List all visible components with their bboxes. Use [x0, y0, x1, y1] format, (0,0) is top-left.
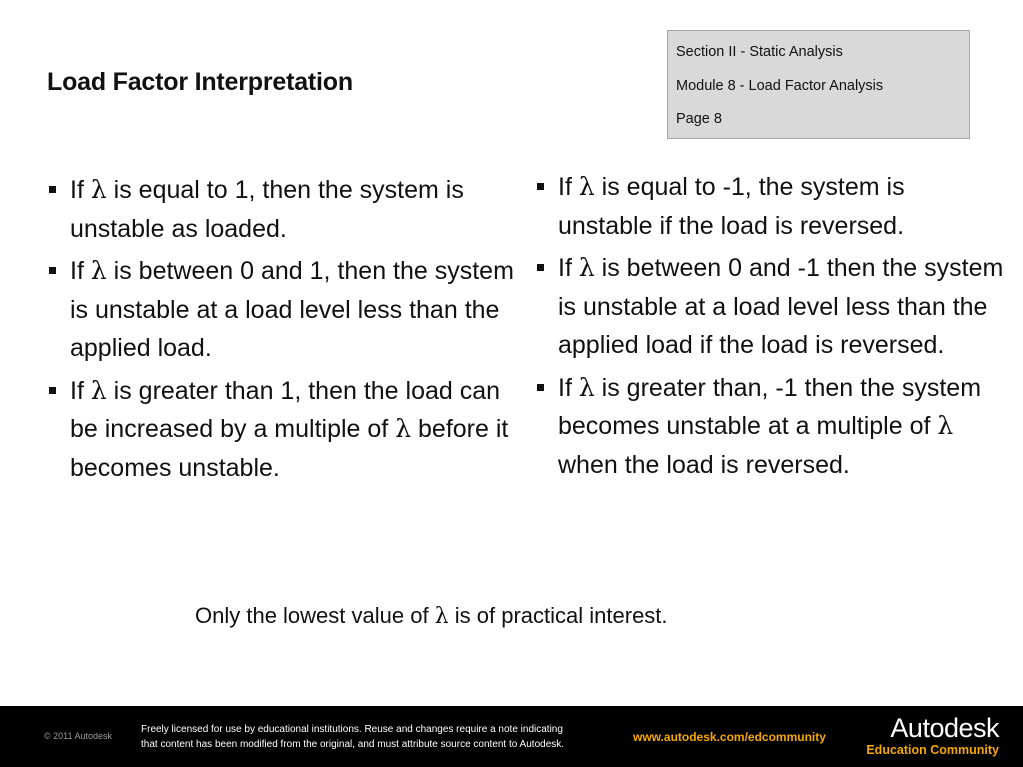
- footer-bar: [0, 706, 1023, 767]
- edcommunity-link[interactable]: www.autodesk.com/edcommunity: [633, 730, 826, 744]
- bullet-item: [48, 171, 518, 248]
- lambda-symbol: λ: [937, 411, 954, 440]
- license-line: Freely licensed for use by educational institutions. Reuse and changes require a note indicating: [141, 724, 563, 735]
- copyright-text: © 2011 Autodesk: [44, 731, 113, 741]
- left-bullet-list: [48, 171, 518, 491]
- square-bullet-icon: [537, 384, 544, 391]
- lambda-symbol: λ: [578, 172, 595, 201]
- bullet-text-continued: before it becomes unstable.: [70, 415, 509, 482]
- bullet-prefix: If: [70, 257, 84, 285]
- info-page: Page 8: [676, 111, 722, 127]
- bullet-prefix: If: [558, 254, 572, 282]
- bullet-item: [48, 372, 518, 488]
- autodesk-logo: Autodesk: [890, 713, 999, 743]
- lambda-symbol: λ: [395, 414, 412, 443]
- lambda-symbol: λ: [578, 372, 595, 402]
- education-community-label: Education Community: [866, 743, 999, 757]
- note-prefix: Only the lowest value of: [195, 603, 429, 628]
- info-module: Module 8 - Load Factor Analysis: [676, 77, 884, 94]
- bullet-prefix: If: [70, 376, 84, 405]
- square-bullet-icon: [49, 186, 56, 193]
- practical-interest-note: [195, 603, 668, 629]
- bullet-text: is between 0 and 1, then the system is unstable at a load level less than the applied load.: [70, 257, 514, 362]
- bullet-text-continued: when the load is reversed.: [558, 450, 850, 479]
- bullet-prefix: If: [558, 173, 572, 201]
- bullet-item: [536, 249, 1006, 365]
- lambda-symbol: λ: [578, 253, 595, 282]
- bullet-text: is equal to -1, the system is unstable if the load is reversed.: [558, 173, 905, 240]
- bullet-item: [536, 369, 1006, 485]
- license-text: [141, 722, 641, 752]
- lambda-symbol: λ: [90, 375, 107, 405]
- info-box: [667, 30, 970, 139]
- bullet-text: is greater than, -1 then the system becomes unstable at a multiple of: [558, 373, 982, 440]
- bullet-prefix: If: [558, 373, 572, 402]
- bullet-text: is equal to 1, then the system is unstable as loaded.: [70, 176, 464, 243]
- lambda-symbol: λ: [90, 175, 107, 204]
- slide-title: Load Factor Interpretation: [47, 68, 353, 96]
- lambda-symbol: λ: [434, 604, 449, 629]
- bullet-item: [536, 168, 1006, 245]
- bullet-text: is greater than 1, then the load can be increased by a multiple of: [70, 376, 501, 443]
- right-bullet-list: [536, 168, 1006, 488]
- note-suffix: is of practical interest.: [454, 603, 668, 628]
- bullet-text: is between 0 and -1 then the system is unstable at a load level less than the applied load if the load is reversed.: [558, 254, 1004, 359]
- info-section: Section II - Static Analysis: [676, 44, 843, 60]
- square-bullet-icon: [49, 267, 56, 274]
- bullet-prefix: If: [70, 176, 84, 204]
- lambda-symbol: λ: [90, 256, 107, 285]
- square-bullet-icon: [537, 264, 544, 271]
- license-line: that content has been modified from the original, and must attribute source content to Autodesk.: [141, 739, 565, 750]
- square-bullet-icon: [49, 387, 56, 394]
- bullet-item: [48, 252, 518, 368]
- square-bullet-icon: [537, 183, 544, 190]
